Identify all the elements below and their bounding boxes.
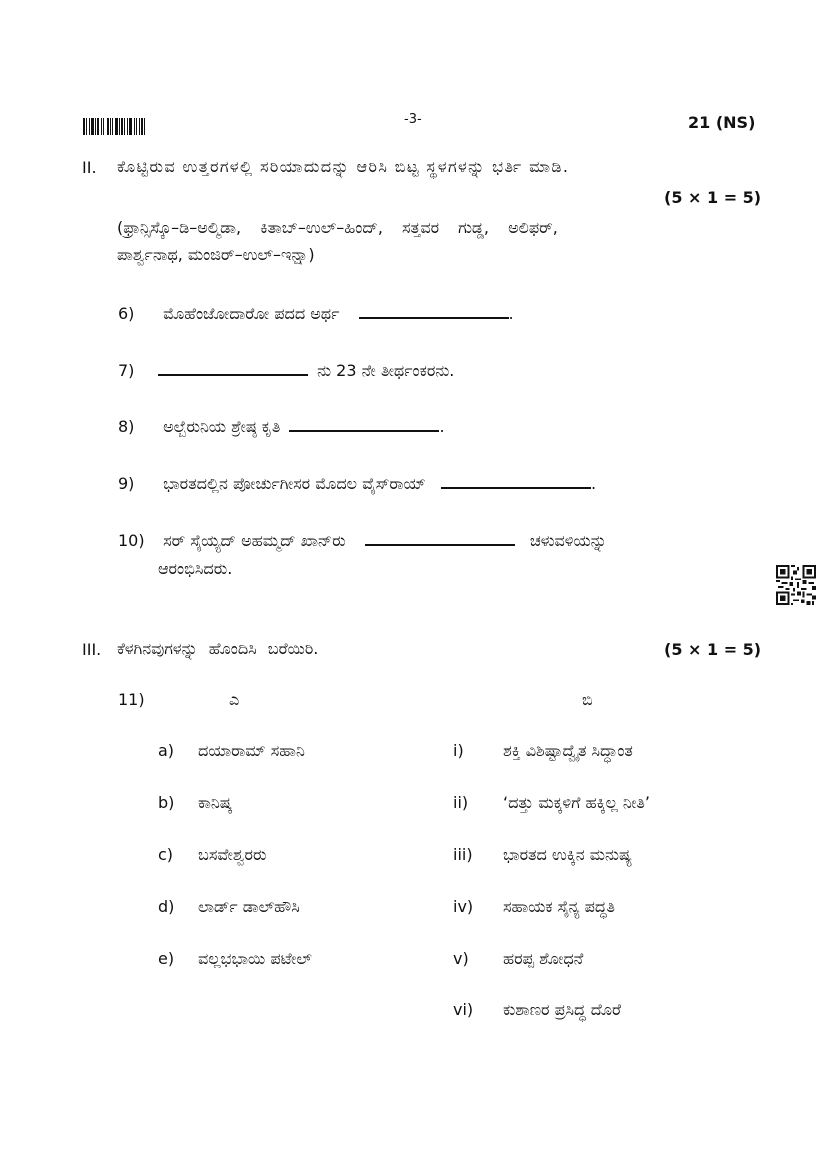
- column-b-item: [453, 845, 632, 865]
- question-number: 8): [118, 417, 135, 436]
- item-text: ವಲ್ಲಭಭಾಯಿ ಪಟೇಲ್: [198, 949, 312, 968]
- question-10-line-2: ಆರಂಭಿಸಿದರು.: [158, 559, 233, 578]
- question-10: [118, 530, 607, 551]
- item-label: ii): [453, 793, 469, 812]
- question-number: 6): [118, 304, 135, 323]
- item-text: ಹರಪ್ಪ ಶೋಧನೆ: [503, 949, 584, 968]
- item-label: a): [158, 741, 175, 760]
- question-text: ಭಾರತದಲ್ಲಿನ ಪೋರ್ಚುಗೀಸರ ಮೊದಲ ವೈಸ್‌ರಾಯ್: [163, 474, 426, 493]
- section-ii-marks: (5 × 1 = 5): [664, 188, 762, 207]
- answer-blank[interactable]: [289, 416, 439, 432]
- options-line-1: (ಫ್ರಾನ್ಸಿಸ್ಕೊ–ಡಿ–ಅಲ್ಮಿಡಾ, ಕಿತಾಬ್–ಉಲ್–ಹಿಂದ್, ಸತ್ತವರ ಗುಡ್ಡ, ಅಲಿಫರ್,: [117, 218, 558, 237]
- answer-blank[interactable]: [365, 530, 515, 546]
- item-text: ಬಸವೇಶ್ವರರು: [198, 845, 267, 864]
- column-a-item: [158, 949, 312, 969]
- item-label: iii): [453, 845, 473, 864]
- question-11-number: 11): [118, 690, 145, 709]
- column-a-heading: ಎ: [229, 690, 240, 709]
- column-b-item: [453, 1000, 621, 1020]
- question-text: ಅಲ್ಬೆರುನಿಯ ಶ್ರೇಷ್ಠ ಕೃತಿ: [163, 417, 281, 436]
- question-9: [118, 473, 596, 494]
- question-number: 10): [118, 531, 145, 550]
- question-text: ಮೊಹೆಂಜೋದಾರೋ ಪದದ ಅರ್ಥ: [163, 304, 340, 323]
- column-b-item: [453, 949, 583, 969]
- paper-code: 21 (NS): [688, 113, 756, 132]
- question-text-after: .: [439, 417, 445, 436]
- item-label: b): [158, 793, 175, 812]
- column-b-item: [453, 793, 650, 813]
- item-text: ಲಾರ್ಡ್ ಡಾಲ್‌ಹೌಸಿ: [198, 897, 300, 916]
- section-ii-instruction-text: ಕೊಟ್ಟಿರುವ ಉತ್ತರಗಳಲ್ಲಿ ಸರಿಯಾದುದನ್ನು ಆರಿಸಿ ಬಿಟ್ಟ ಸ್ಥಳಗಳನ್ನು ಭರ್ತಿ ಮಾಡಿ.: [117, 157, 570, 176]
- answer-blank[interactable]: [158, 360, 308, 376]
- item-text: ಭಾರತದ ಉಕ್ಕಿನ ಮನುಷ್ಯ: [503, 845, 633, 864]
- column-b-item: [453, 741, 633, 761]
- item-label: iv): [453, 897, 474, 916]
- section-ii-roman: II.: [82, 158, 97, 177]
- section-ii-instruction: [117, 157, 749, 177]
- options-line-2: ಪಾರ್ಶ್ವನಾಥ, ಮಂಜಿರ್–ಉಲ್–ಇನ್ಷಾ): [117, 245, 315, 264]
- question-8: [118, 416, 445, 437]
- item-text: ದಯಾರಾಮ್ ಸಹಾನಿ: [198, 741, 305, 760]
- question-6: [118, 303, 514, 324]
- question-text-after: .: [508, 304, 514, 323]
- question-text: ಸರ್ ಸೈಯ್ಯದ್ ಅಹಮ್ಮದ್ ಖಾನ್‌ರು: [163, 531, 346, 550]
- qr-code-icon: [775, 565, 817, 605]
- item-text: ‘ದತ್ತು ಮಕ್ಕಳಿಗೆ ಹಕ್ಕಿಲ್ಲ ನೀತಿ’: [503, 793, 650, 812]
- page-number: -3-: [404, 112, 422, 127]
- column-a-item: [158, 897, 300, 917]
- item-label: v): [453, 949, 469, 968]
- question-text-after: ಚಳುವಳಿಯನ್ನು: [529, 531, 607, 550]
- question-text-after: ನು 23 ನೇ ತೀರ್ಥಂಕರನು.: [317, 361, 455, 380]
- section-iii-instruction: ಕೆಳಗಿನವುಗಳನ್ನು ಹೊಂದಿಸಿ ಬರೆಯಿರಿ.: [117, 639, 319, 658]
- item-label: i): [453, 741, 464, 760]
- column-b-item: [453, 897, 615, 917]
- column-a-item: [158, 741, 305, 761]
- question-text-after: .: [590, 474, 597, 493]
- item-text: ಶಕ್ತಿ ವಿಶಿಷ್ಟಾದ್ವೈತ ಸಿದ್ಧಾಂತ: [503, 741, 633, 760]
- question-number: 7): [118, 361, 135, 380]
- question-number: 9): [118, 474, 135, 493]
- answer-blank[interactable]: [441, 473, 591, 489]
- item-label: e): [158, 949, 175, 968]
- item-label: c): [158, 845, 174, 864]
- question-7: [118, 360, 454, 381]
- item-text: ಕಾನಿಷ್ಕ: [198, 793, 233, 812]
- section-iii-marks: (5 × 1 = 5): [664, 640, 762, 659]
- item-label: vi): [453, 1000, 474, 1019]
- barcode: [83, 118, 189, 135]
- barcode-bar: [145, 118, 148, 135]
- item-label: d): [158, 897, 175, 916]
- column-b-heading: ಬಿ: [582, 690, 593, 709]
- item-text: ಸಹಾಯಕ ಸೈನ್ಯ ಪದ್ಧತಿ: [503, 897, 616, 916]
- column-a-item: [158, 845, 267, 865]
- answer-blank[interactable]: [359, 303, 509, 319]
- item-text: ಕುಶಾಣರ ಪ್ರಸಿದ್ಧ ದೊರೆ: [503, 1000, 622, 1019]
- column-a-item: [158, 793, 232, 813]
- section-iii-roman: III.: [82, 640, 102, 659]
